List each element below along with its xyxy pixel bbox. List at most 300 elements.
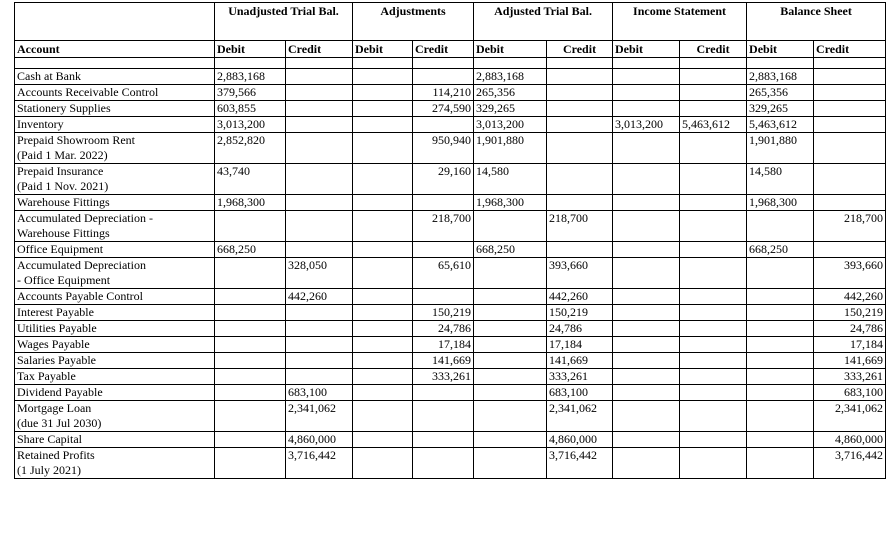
account-name: Office Equipment [17,242,104,256]
amount-cell [286,164,353,195]
amount-cell: 14,580 [747,164,814,195]
table-row [15,305,886,321]
amount-cell: 17,184 [413,337,474,353]
account-name-cell [15,337,215,353]
amount-cell [215,369,286,385]
worksheet-table [14,2,886,479]
amount-cell [680,258,747,289]
table-row [15,133,886,164]
amount-cell [814,242,886,258]
amount-cell: 14,580 [474,164,547,195]
amount-cell: 683,100 [814,385,886,401]
amount-cell [413,401,474,432]
amount-cell [286,195,353,211]
amount-cell [613,401,680,432]
account-name: Accounts Receivable Control [17,85,159,99]
amount-cell [353,258,413,289]
amount-cell [814,69,886,85]
table-row [15,321,886,337]
credit-header: Credit [680,41,747,58]
amount-cell [613,305,680,321]
amount-cell [286,305,353,321]
amount-cell [353,448,413,479]
amount-cell [215,321,286,337]
account-name: Warehouse Fittings [17,195,110,209]
amount-cell [613,289,680,305]
amount-cell [286,101,353,117]
column-header-row [15,41,886,58]
account-name-cell [15,195,215,211]
amount-cell: 265,356 [747,85,814,101]
amount-cell [413,117,474,133]
amount-cell: 683,100 [286,385,353,401]
spacer-cell [215,58,286,69]
amount-cell [680,401,747,432]
amount-cell: 683,100 [547,385,613,401]
group-header-balance-sheet: Balance Sheet [747,3,886,41]
credit-header: Credit [286,41,353,58]
amount-cell [747,369,814,385]
amount-cell [286,337,353,353]
debit-header: Debit [353,41,413,58]
amount-cell: 141,669 [547,353,613,369]
amount-cell: 150,219 [547,305,613,321]
amount-cell: 17,184 [814,337,886,353]
amount-cell: 3,716,442 [286,448,353,479]
amount-cell [747,321,814,337]
amount-cell: 603,855 [215,101,286,117]
credit-header: Credit [814,41,886,58]
table-row [15,337,886,353]
amount-cell [353,101,413,117]
account-name: Dividend Payable [17,385,103,399]
amount-cell: 393,660 [814,258,886,289]
amount-cell [680,369,747,385]
amount-cell [353,401,413,432]
account-name: Tax Payable [17,369,76,383]
amount-cell [474,321,547,337]
amount-cell [474,289,547,305]
account-rows [15,69,886,479]
amount-cell [747,305,814,321]
credit-header: Credit [413,41,474,58]
amount-cell [613,133,680,164]
amount-cell [286,69,353,85]
blank-corner-cell [15,3,215,41]
spacer-cell [474,58,547,69]
amount-cell [286,369,353,385]
amount-cell [814,101,886,117]
amount-cell: 218,700 [547,211,613,242]
amount-cell [747,211,814,242]
account-name: Accumulated Depreciation - [17,211,153,225]
amount-cell [547,242,613,258]
amount-cell [613,211,680,242]
amount-cell: 1,901,880 [747,133,814,164]
amount-cell [680,133,747,164]
group-header-unadjusted: Unadjusted Trial Bal. [215,3,353,41]
amount-cell [680,85,747,101]
amount-cell [680,337,747,353]
amount-cell [215,211,286,242]
group-header-adjusted: Adjusted Trial Bal. [474,3,613,41]
amount-cell [747,401,814,432]
amount-cell: 150,219 [814,305,886,321]
amount-cell [353,85,413,101]
amount-cell: 65,610 [413,258,474,289]
amount-cell [680,69,747,85]
amount-cell: 1,901,880 [474,133,547,164]
amount-cell: 3,716,442 [547,448,613,479]
account-note: (due 31 Jul 2030) [17,416,102,430]
amount-cell [413,289,474,305]
amount-cell: 2,883,168 [474,69,547,85]
amount-cell [747,289,814,305]
debit-header: Debit [613,41,680,58]
amount-cell [353,305,413,321]
account-name: Mortgage Loan [17,401,92,415]
amount-cell [747,258,814,289]
amount-cell: 1,968,300 [747,195,814,211]
account-name-cell [15,85,215,101]
amount-cell: 442,260 [814,289,886,305]
debit-header: Debit [474,41,547,58]
table-row [15,353,886,369]
amount-cell: 43,740 [215,164,286,195]
amount-cell: 1,968,300 [474,195,547,211]
amount-cell: 5,463,612 [747,117,814,133]
amount-cell [215,337,286,353]
amount-cell [547,133,613,164]
account-name-cell [15,133,215,164]
amount-cell [474,353,547,369]
spacer-cell [547,58,613,69]
account-name: Wages Payable [17,337,90,351]
amount-cell: 333,261 [814,369,886,385]
amount-cell [413,385,474,401]
amount-cell: 2,341,062 [547,401,613,432]
amount-cell [613,448,680,479]
amount-cell [680,321,747,337]
amount-cell: 274,590 [413,101,474,117]
amount-cell [680,211,747,242]
amount-cell [680,353,747,369]
table-row [15,258,886,289]
table-row [15,369,886,385]
amount-cell [547,164,613,195]
amount-cell: 2,883,168 [747,69,814,85]
spacer-cell [286,58,353,69]
table-row [15,164,886,195]
account-name-cell [15,101,215,117]
debit-header: Debit [215,41,286,58]
account-name-cell [15,369,215,385]
account-name: Salaries Payable [17,353,96,367]
amount-cell [215,401,286,432]
amount-cell: 150,219 [413,305,474,321]
table-row [15,401,886,432]
amount-cell: 1,968,300 [215,195,286,211]
amount-cell [215,305,286,321]
amount-cell [547,85,613,101]
table-row [15,385,886,401]
account-name: Retained Profits [17,448,95,462]
account-note: - Office Equipment [17,273,111,287]
amount-cell [353,117,413,133]
spacer-cell [613,58,680,69]
spacer-cell [15,58,215,69]
amount-cell: 141,669 [413,353,474,369]
group-header-income-statement [613,3,747,41]
spacer-cell [747,58,814,69]
spacer-cell [814,58,886,69]
amount-cell: 329,265 [474,101,547,117]
amount-cell [680,385,747,401]
table-row [15,195,886,211]
spacer-cell [353,58,413,69]
account-name: Accumulated Depreciation [17,258,146,272]
account-name: Share Capital [17,432,82,446]
amount-cell [613,353,680,369]
amount-cell [747,337,814,353]
amount-cell [215,385,286,401]
amount-cell [474,448,547,479]
spacer-cell [413,58,474,69]
amount-cell [474,258,547,289]
amount-cell [353,321,413,337]
amount-cell [680,432,747,448]
credit-header: Credit [547,41,613,58]
table-row [15,117,886,133]
amount-cell [814,85,886,101]
amount-cell: 5,463,612 [680,117,747,133]
account-name-cell [15,353,215,369]
amount-cell [814,164,886,195]
account-name: Stationery Supplies [17,101,111,115]
amount-cell [353,369,413,385]
account-name-cell [15,321,215,337]
amount-cell: 141,669 [814,353,886,369]
amount-cell: 442,260 [547,289,613,305]
amount-cell [353,195,413,211]
amount-cell [215,289,286,305]
amount-cell: 29,160 [413,164,474,195]
account-name: Inventory [17,117,64,131]
amount-cell [215,432,286,448]
amount-cell: 668,250 [747,242,814,258]
amount-cell [353,69,413,85]
account-header: Account [15,41,215,58]
amount-cell: 3,013,200 [474,117,547,133]
amount-cell: 329,265 [747,101,814,117]
table-row [15,211,886,242]
amount-cell: 2,341,062 [814,401,886,432]
amount-cell: 218,700 [413,211,474,242]
amount-cell [814,117,886,133]
amount-cell [474,211,547,242]
amount-cell [613,258,680,289]
amount-cell [747,353,814,369]
amount-cell [474,401,547,432]
income-statement-label: Income Statement [633,4,727,18]
table-row [15,101,886,117]
amount-cell [814,195,886,211]
amount-cell [215,448,286,479]
account-name-cell [15,401,215,432]
amount-cell: 114,210 [413,85,474,101]
amount-cell [353,353,413,369]
amount-cell [286,353,353,369]
amount-cell [547,101,613,117]
amount-cell [613,164,680,195]
amount-cell [353,337,413,353]
amount-cell [286,117,353,133]
table-row [15,69,886,85]
amount-cell [353,432,413,448]
account-name-cell [15,448,215,479]
amount-cell [680,242,747,258]
amount-cell [286,211,353,242]
amount-cell: 333,261 [413,369,474,385]
account-note: (1 July 2021) [17,463,81,477]
amount-cell [474,432,547,448]
account-name: Cash at Bank [17,69,81,83]
amount-cell: 3,013,200 [613,117,680,133]
amount-cell [413,195,474,211]
amount-cell [286,242,353,258]
amount-cell [474,337,547,353]
account-name-cell [15,117,215,133]
amount-cell: 2,883,168 [215,69,286,85]
amount-cell [474,385,547,401]
amount-cell: 24,786 [814,321,886,337]
amount-cell: 4,860,000 [547,432,613,448]
amount-cell: 24,786 [413,321,474,337]
amount-cell [613,85,680,101]
amount-cell [286,85,353,101]
amount-cell [353,164,413,195]
account-note: (Paid 1 Nov. 2021) [17,179,109,193]
account-name-cell [15,211,215,242]
amount-cell [215,258,286,289]
amount-cell: 218,700 [814,211,886,242]
amount-cell: 2,341,062 [286,401,353,432]
table-row [15,432,886,448]
amount-cell [474,369,547,385]
amount-cell [474,305,547,321]
amount-cell: 4,860,000 [286,432,353,448]
table-row [15,85,886,101]
account-name-cell [15,242,215,258]
amount-cell: 4,860,000 [814,432,886,448]
table-row [15,289,886,305]
group-header-adjustments: Adjustments [353,3,474,41]
amount-cell [286,321,353,337]
amount-cell [680,101,747,117]
spacer-cell [680,58,747,69]
amount-cell [413,69,474,85]
amount-cell [353,242,413,258]
amount-cell [353,289,413,305]
amount-cell [680,164,747,195]
account-name-cell [15,305,215,321]
amount-cell [613,337,680,353]
amount-cell [215,353,286,369]
amount-cell: 17,184 [547,337,613,353]
account-name-cell [15,289,215,305]
amount-cell: 668,250 [474,242,547,258]
amount-cell: 668,250 [215,242,286,258]
amount-cell [613,432,680,448]
amount-cell: 328,050 [286,258,353,289]
account-name-cell [15,432,215,448]
group-header-row [15,3,886,41]
account-note: (Paid 1 Mar. 2022) [17,148,108,162]
account-name: Utilities Payable [17,321,97,335]
account-name: Prepaid Showroom Rent [17,133,135,147]
amount-cell [613,321,680,337]
amount-cell: 24,786 [547,321,613,337]
amount-cell: 393,660 [547,258,613,289]
amount-cell [747,385,814,401]
amount-cell: 333,261 [547,369,613,385]
amount-cell: 950,940 [413,133,474,164]
amount-cell: 442,260 [286,289,353,305]
amount-cell [680,448,747,479]
amount-cell: 265,356 [474,85,547,101]
amount-cell [613,101,680,117]
amount-cell: 2,852,820 [215,133,286,164]
amount-cell [286,133,353,164]
amount-cell [680,289,747,305]
amount-cell [747,432,814,448]
amount-cell [413,242,474,258]
debit-header: Debit [747,41,814,58]
amount-cell: 379,566 [215,85,286,101]
amount-cell [413,448,474,479]
amount-cell [547,69,613,85]
amount-cell [613,195,680,211]
amount-cell [613,69,680,85]
amount-cell [353,133,413,164]
table-row [15,448,886,479]
amount-cell: 3,716,442 [814,448,886,479]
amount-cell [613,369,680,385]
amount-cell [680,195,747,211]
table-row [15,242,886,258]
amount-cell: 3,013,200 [215,117,286,133]
account-name-cell [15,69,215,85]
account-name-cell [15,385,215,401]
account-name-cell [15,258,215,289]
amount-cell [547,195,613,211]
spacer-row [15,58,886,69]
amount-cell [814,133,886,164]
account-note: Warehouse Fittings [17,226,110,240]
amount-cell [747,448,814,479]
account-name: Interest Payable [17,305,94,319]
account-name: Prepaid Insurance [17,164,104,178]
account-name-cell [15,164,215,195]
amount-cell [353,211,413,242]
amount-cell [613,385,680,401]
amount-cell [353,385,413,401]
amount-cell [413,432,474,448]
amount-cell [613,242,680,258]
amount-cell [547,117,613,133]
amount-cell [680,305,747,321]
account-name: Accounts Payable Control [17,289,143,303]
